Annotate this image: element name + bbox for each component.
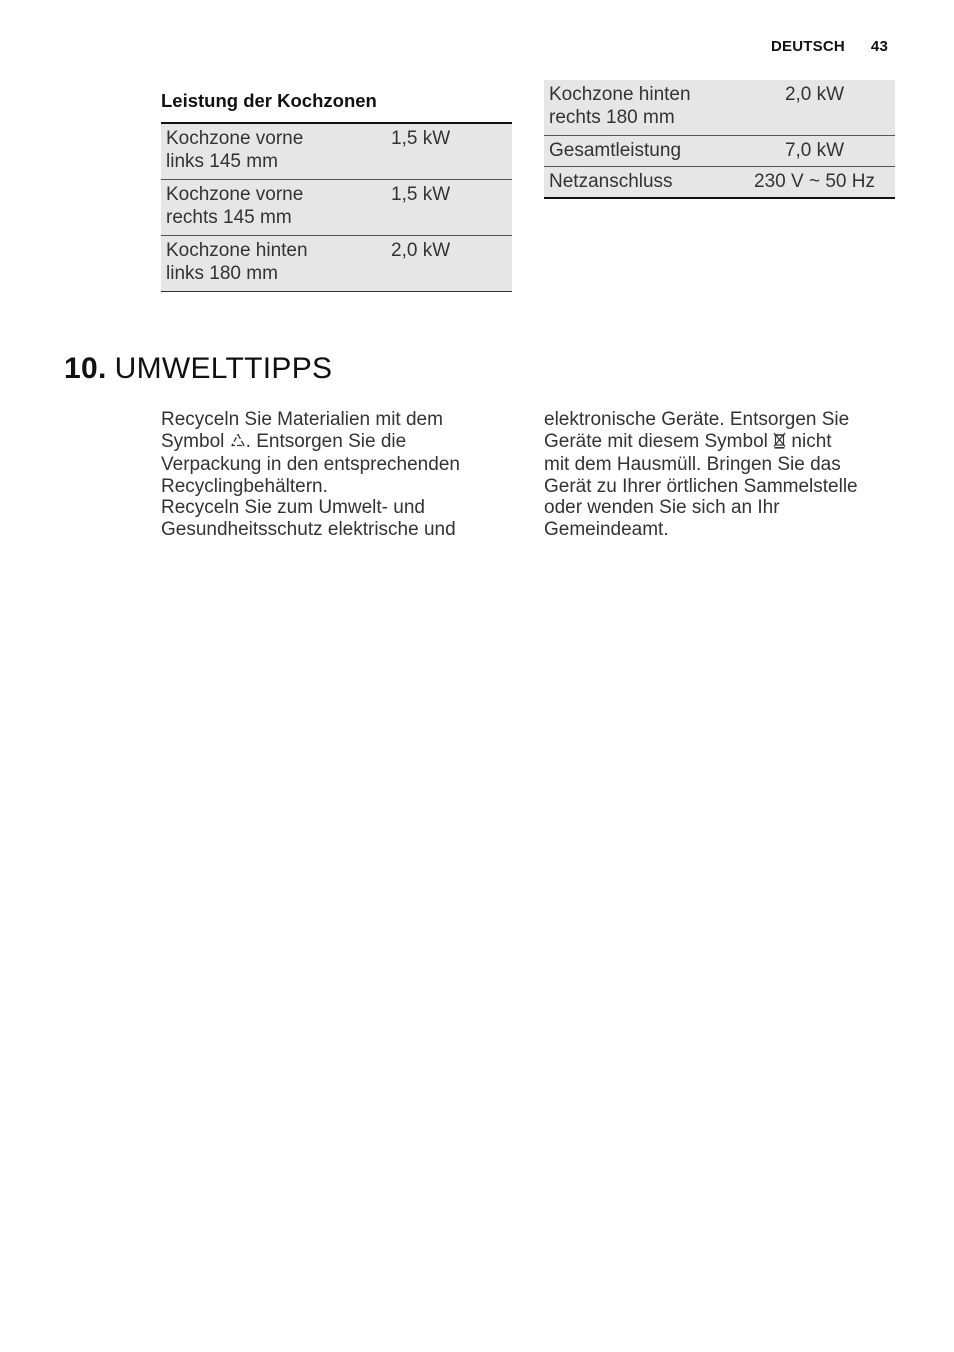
table-row	[161, 123, 512, 180]
table-row	[544, 167, 895, 199]
text-fragment: Symbol	[161, 430, 225, 452]
text-line	[161, 431, 491, 455]
zone-name-line1: Kochzone vorne	[166, 128, 304, 149]
zone-name-cell	[544, 80, 739, 136]
mains-connection-value: 230 V ~ 50 Hz	[739, 167, 895, 199]
text-fragment: . Entsorgen Sie die	[245, 430, 407, 452]
text-line: Recyclingbehältern.	[161, 475, 328, 497]
table-row	[544, 80, 895, 136]
zone-name-line2: links 145 mm	[166, 151, 278, 172]
zone-name-cell	[161, 123, 391, 180]
text-line: Gesundheitsschutz elektrische und	[161, 518, 456, 540]
text-line: Recyceln Sie Materialien mit dem	[161, 409, 443, 430]
table-row	[544, 136, 895, 167]
text-line: Gerät zu Ihrer örtlichen Sammelstelle	[544, 475, 858, 497]
text-line: oder wenden Sie sich an Ihr	[544, 497, 780, 519]
table-row	[161, 236, 512, 292]
environment-text-column-1	[161, 409, 491, 541]
zone-name-line1: Kochzone hinten	[549, 84, 691, 105]
zone-value: 2,0 kW	[739, 80, 895, 136]
zone-name-cell	[161, 180, 391, 236]
zone-value: 2,0 kW	[391, 236, 512, 292]
zone-name-line2: rechts 180 mm	[549, 107, 675, 128]
text-line: mit dem Hausmüll. Bringen Sie das	[544, 454, 841, 476]
section-title	[64, 352, 332, 386]
total-power-label: Gesamtleistung	[544, 136, 739, 167]
page-number: 43	[870, 38, 888, 55]
text-fragment: Geräte mit diesem Symbol	[544, 430, 768, 452]
section-number: 10.	[64, 352, 107, 385]
zone-name-line1: Kochzone hinten	[166, 240, 308, 261]
recycling-icon	[230, 433, 246, 455]
table-row	[161, 180, 512, 236]
cooking-zone-power-table-left	[161, 122, 512, 292]
language-label: DEUTSCH	[771, 38, 845, 55]
zone-name-line2: links 180 mm	[166, 263, 278, 284]
page-header	[771, 38, 888, 55]
text-line: Verpackung in den entsprechenden	[161, 454, 460, 476]
power-subheading: Leistung der Kochzonen	[161, 90, 377, 111]
text-line: Recyceln Sie zum Umwelt- und	[161, 497, 425, 519]
zone-name-cell	[161, 236, 391, 292]
zone-value: 1,5 kW	[391, 123, 512, 180]
mains-connection-label: Netzanschluss	[544, 167, 739, 199]
text-line: Gemeindeamt.	[544, 518, 669, 540]
environment-text-column-2	[544, 409, 874, 541]
total-power-value: 7,0 kW	[739, 136, 895, 167]
text-line: elektronische Geräte. Entsorgen Sie	[544, 409, 850, 430]
crossed-out-bin-icon	[773, 432, 786, 455]
cooking-zone-power-table-right	[544, 80, 895, 199]
zone-name-line1: Kochzone vorne	[166, 184, 304, 205]
zone-name-line2: rechts 145 mm	[166, 207, 292, 228]
zone-value: 1,5 kW	[391, 180, 512, 236]
section-title-text: UMWELTTIPPS	[114, 352, 333, 385]
text-fragment: nicht	[791, 430, 832, 452]
text-line	[544, 431, 874, 455]
